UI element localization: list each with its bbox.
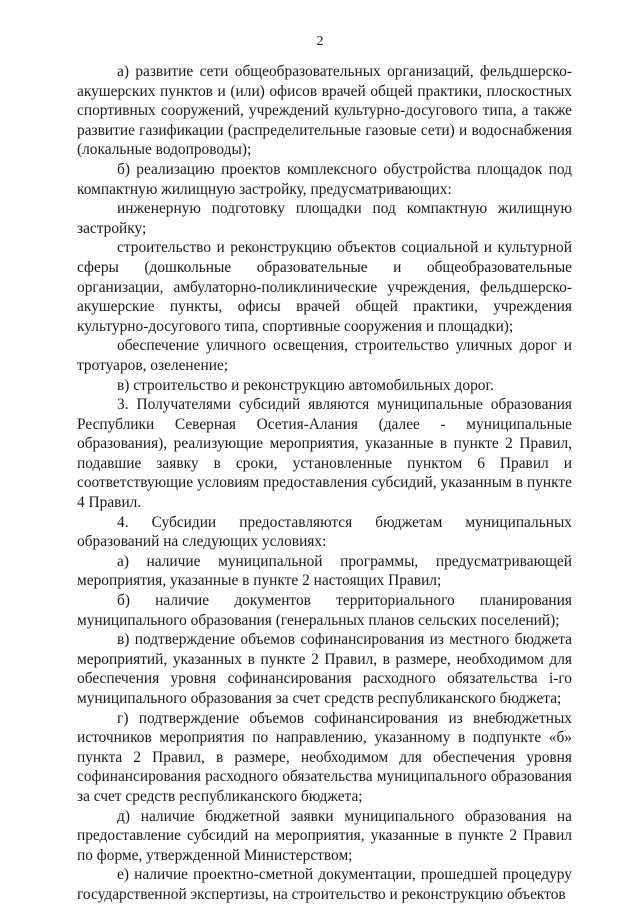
paragraph-4: 4. Субсидии предоставляются бюджетам муниципальных образований на следующих условиях: [77,513,572,551]
paragraph-4f: е) наличие проектно-сметной документации, прошедшей процедуру государственной экспертизы, на строительство и реконструкцию объектов [77,866,572,903]
paragraph-4c: в) подтверждение объемов софинансирования из местного бюджета мероприятий, указанных в пункте 2 Правил, в размере, необходимом для обеспечения уровня софинансирования расходного обязательства i-го муниципального образования за счет средств республиканского бюджета; [77,631,572,707]
document-body [77,62,572,905]
paragraph-4d: г) подтверждение объемов софинансирования из внебюджетных источников мероприятия по направлению, указанному в подпункте «б» пункта 2 Правил, в размере, необходимом для обеспечения уровня софинансирования расходного обязательства муниципального образования за счет средств республиканского бюджета; [77,709,572,805]
paragraph-2a: а) развитие сети общеобразовательных организаций, фельдшерско-акушерских пунктов и (или) офисов врачей общей практики, плоскостных спортивных сооружений, учреждений культурно-досугового типа, а также развитие газификации (распределительные газовые сети) и водоснабжения (локальные водопроводы); [77,63,572,159]
paragraph-2b-site-prep: инженерную подготовку площадки под компактную жилищную застройку; [77,200,572,237]
paragraph-3: 3. Получателями субсидий являются муниципальные образования Республики Северная Осетия-Алания (далее - муниципальные образования), реализующие мероприятия, указанные в пункте 2 Правил, подавшие заявку в сроки, установленные пунктом 6 Правил и соответствующие условиям предоставления субсидий, указанным в пункте 4 Правил. [77,396,572,512]
paragraph-2b: б) реализацию проектов комплексного обустройства площадок под компактную жилищную застройку, предусматривающих: [77,160,572,198]
paragraph-4b: б) наличие документов территориального планирования муниципального образования (генеральных планов сельских поселений); [77,592,572,629]
paragraph-2b-lighting: обеспечение уличного освещения, строительство уличных дорог и тротуаров, озеленение; [77,337,572,374]
paragraph-2c: в) строительство и реконструкцию автомобильных дорог. [117,376,494,394]
paragraph-4a: а) наличие муниципальной программы, предусматривающей мероприятия, указанные в пункте 2 настоящих Правил; [77,552,572,590]
paragraph-4e: д) наличие бюджетной заявки муниципального образования на предоставление субсидий на мероприятия, указанные в пункте 2 Правил по форме, утвержденной Министерством; [77,807,572,864]
paragraph-2b-construction: строительство и реконструкцию объектов социальной и культурной сферы (дошкольные образовательные и общеобразовательные организации, амбулаторно-поликлинические учреждения, фельдшерско-акушерские пункты, офисы врачей общей практики, учреждения культурно-досугового типа, спортивные сооружения и площадки); [77,239,572,335]
page-number: 2 [316,34,324,49]
